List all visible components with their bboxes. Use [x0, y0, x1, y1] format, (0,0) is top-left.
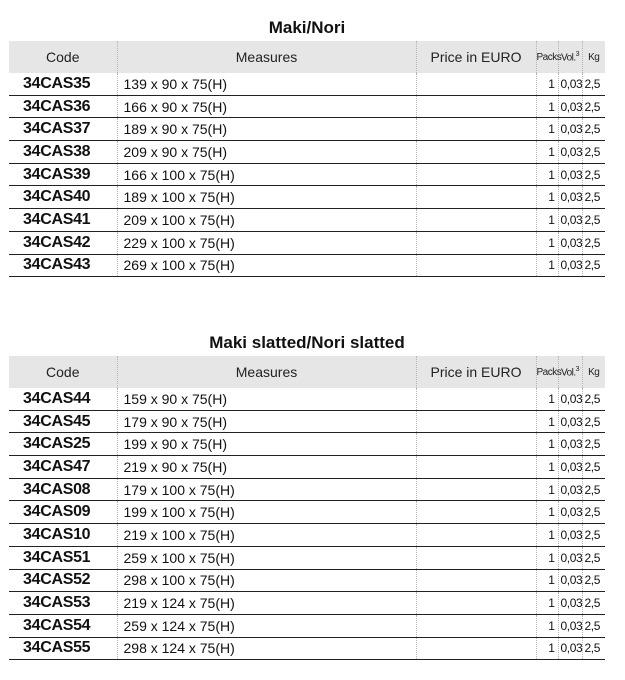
header-price: Price in EURO: [416, 41, 536, 73]
table-row: [9, 209, 605, 232]
meas-cell: 166 x 100 x 75(H): [117, 163, 416, 186]
kg-cell: 2,5: [582, 410, 605, 433]
header-vol-label: Vol.: [560, 367, 576, 379]
vol-cell: 0,03: [558, 254, 582, 277]
price-cell: [416, 141, 536, 164]
table-row: [9, 592, 605, 615]
vol-cell: 0,03: [558, 524, 582, 547]
kg-cell: 2,5: [582, 614, 605, 637]
header-price: Price in EURO: [416, 356, 536, 388]
packs-cell: 1: [536, 254, 558, 277]
vol-cell: 0,03: [558, 546, 582, 569]
packs-cell: 1: [536, 410, 558, 433]
section-maki-slatted: [9, 330, 605, 660]
vol-cell: 0,03: [558, 73, 582, 95]
kg-cell: 2,5: [582, 95, 605, 118]
price-cell: [416, 118, 536, 141]
table-row: [9, 163, 605, 186]
packs-cell: 1: [536, 231, 558, 254]
kg-cell: 2,5: [582, 433, 605, 456]
table-header-row: [9, 356, 605, 388]
code-cell: 34CAS55: [9, 637, 117, 660]
price-cell: [416, 546, 536, 569]
meas-cell: 139 x 90 x 75(H): [117, 73, 416, 95]
kg-cell: 2,5: [582, 478, 605, 501]
price-cell: [416, 95, 536, 118]
packs-cell: 1: [536, 433, 558, 456]
vol-cell: 0,03: [558, 388, 582, 410]
packs-cell: 1: [536, 141, 558, 164]
kg-cell: 2,5: [582, 254, 605, 277]
kg-cell: 2,5: [582, 186, 605, 209]
meas-cell: 269 x 100 x 75(H): [117, 254, 416, 277]
code-cell: 34CAS51: [9, 546, 117, 569]
vol-cell: 0,03: [558, 209, 582, 232]
code-cell: 34CAS25: [9, 433, 117, 456]
code-cell: 34CAS09: [9, 501, 117, 524]
meas-cell: 166 x 90 x 75(H): [117, 95, 416, 118]
table-row: [9, 433, 605, 456]
table-row: [9, 637, 605, 660]
packs-cell: 1: [536, 456, 558, 479]
packs-cell: 1: [536, 95, 558, 118]
kg-cell: 2,5: [582, 546, 605, 569]
code-cell: 34CAS35: [9, 73, 117, 95]
packs-cell: 1: [536, 637, 558, 660]
header-measures: Measures: [117, 41, 416, 73]
header-code: Code: [9, 356, 117, 388]
packs-cell: 1: [536, 478, 558, 501]
kg-cell: 2,5: [582, 388, 605, 410]
price-cell: [416, 456, 536, 479]
vol-cell: 0,03: [558, 118, 582, 141]
kg-cell: 2,5: [582, 592, 605, 615]
kg-cell: 2,5: [582, 73, 605, 95]
vol-cell: 0,03: [558, 592, 582, 615]
vol-cell: 0,03: [558, 478, 582, 501]
meas-cell: 219 x 90 x 75(H): [117, 456, 416, 479]
code-cell: 34CAS42: [9, 231, 117, 254]
product-table: [9, 356, 605, 660]
meas-cell: 259 x 124 x 75(H): [117, 614, 416, 637]
meas-cell: 219 x 100 x 75(H): [117, 524, 416, 547]
table-row: [9, 95, 605, 118]
vol-cell: 0,03: [558, 231, 582, 254]
table-row: [9, 118, 605, 141]
packs-cell: 1: [536, 163, 558, 186]
table-row: [9, 231, 605, 254]
price-cell: [416, 410, 536, 433]
price-cell: [416, 501, 536, 524]
table-row: [9, 186, 605, 209]
code-cell: 34CAS53: [9, 592, 117, 615]
packs-cell: 1: [536, 501, 558, 524]
header-measures: Measures: [117, 356, 416, 388]
price-cell: [416, 186, 536, 209]
price-cell: [416, 614, 536, 637]
kg-cell: 2,5: [582, 209, 605, 232]
packs-cell: 1: [536, 569, 558, 592]
code-cell: 34CAS39: [9, 163, 117, 186]
table-row: [9, 614, 605, 637]
header-packs: Packs: [536, 41, 558, 73]
code-cell: 34CAS10: [9, 524, 117, 547]
table-row: [9, 141, 605, 164]
header-kg: Kg: [588, 51, 600, 63]
product-table: [9, 41, 605, 277]
table-row: [9, 524, 605, 547]
vol-cell: 0,03: [558, 163, 582, 186]
packs-cell: 1: [536, 388, 558, 410]
vol-cell: 0,03: [558, 433, 582, 456]
price-cell: [416, 163, 536, 186]
meas-cell: 199 x 90 x 75(H): [117, 433, 416, 456]
meas-cell: 229 x 100 x 75(H): [117, 231, 416, 254]
header-vol-label: Vol.: [560, 52, 576, 64]
kg-cell: 2,5: [582, 141, 605, 164]
table-row: [9, 388, 605, 410]
vol-cell: 0,03: [558, 141, 582, 164]
meas-cell: 209 x 100 x 75(H): [117, 209, 416, 232]
meas-cell: 189 x 100 x 75(H): [117, 186, 416, 209]
code-cell: 34CAS40: [9, 186, 117, 209]
vol-cell: 0,03: [558, 95, 582, 118]
header-code: Code: [9, 41, 117, 73]
price-cell: [416, 433, 536, 456]
price-cell: [416, 592, 536, 615]
table-row: [9, 410, 605, 433]
packs-cell: 1: [536, 592, 558, 615]
header-vol-sup: 3: [575, 365, 580, 373]
header-vol: [558, 41, 582, 73]
vol-cell: 0,03: [558, 501, 582, 524]
header-vol-sup: 3: [575, 50, 580, 58]
kg-cell: 2,5: [582, 501, 605, 524]
meas-cell: 159 x 90 x 75(H): [117, 388, 416, 410]
packs-cell: 1: [536, 73, 558, 95]
price-cell: [416, 231, 536, 254]
kg-cell: 2,5: [582, 231, 605, 254]
vol-cell: 0,03: [558, 456, 582, 479]
header-kg: Kg: [588, 366, 600, 378]
meas-cell: 179 x 90 x 75(H): [117, 410, 416, 433]
code-cell: 34CAS43: [9, 254, 117, 277]
section-maki-nori: [9, 15, 605, 277]
packs-cell: 1: [536, 118, 558, 141]
packs-cell: 1: [536, 524, 558, 547]
price-cell: [416, 388, 536, 410]
section-title: Maki slatted/Nori slatted: [209, 333, 405, 352]
kg-cell: 2,5: [582, 637, 605, 660]
vol-cell: 0,03: [558, 637, 582, 660]
meas-cell: 298 x 100 x 75(H): [117, 569, 416, 592]
packs-cell: 1: [536, 546, 558, 569]
meas-cell: 298 x 124 x 75(H): [117, 637, 416, 660]
price-cell: [416, 73, 536, 95]
price-cell: [416, 524, 536, 547]
price-cell: [416, 637, 536, 660]
table-row: [9, 569, 605, 592]
table-row: [9, 254, 605, 277]
kg-cell: 2,5: [582, 118, 605, 141]
code-cell: 34CAS47: [9, 456, 117, 479]
meas-cell: 209 x 90 x 75(H): [117, 141, 416, 164]
code-cell: 34CAS08: [9, 478, 117, 501]
code-cell: 34CAS36: [9, 95, 117, 118]
packs-cell: 1: [536, 186, 558, 209]
code-cell: 34CAS37: [9, 118, 117, 141]
meas-cell: 199 x 100 x 75(H): [117, 501, 416, 524]
packs-cell: 1: [536, 614, 558, 637]
meas-cell: 189 x 90 x 75(H): [117, 118, 416, 141]
kg-cell: 2,5: [582, 456, 605, 479]
kg-cell: 2,5: [582, 569, 605, 592]
code-cell: 34CAS45: [9, 410, 117, 433]
price-cell: [416, 209, 536, 232]
table-header-row: [9, 41, 605, 73]
header-vol: [558, 356, 582, 388]
table-row: [9, 546, 605, 569]
vol-cell: 0,03: [558, 569, 582, 592]
price-cell: [416, 254, 536, 277]
kg-cell: 2,5: [582, 163, 605, 186]
section-title: Maki/Nori: [268, 18, 346, 37]
code-cell: 34CAS52: [9, 569, 117, 592]
price-cell: [416, 569, 536, 592]
header-packs: Packs: [536, 356, 558, 388]
table-row: [9, 478, 605, 501]
code-cell: 34CAS38: [9, 141, 117, 164]
kg-cell: 2,5: [582, 524, 605, 547]
vol-cell: 0,03: [558, 186, 582, 209]
packs-cell: 1: [536, 209, 558, 232]
code-cell: 34CAS54: [9, 614, 117, 637]
meas-cell: 179 x 100 x 75(H): [117, 478, 416, 501]
vol-cell: 0,03: [558, 614, 582, 637]
code-cell: 34CAS41: [9, 209, 117, 232]
table-row: [9, 73, 605, 95]
meas-cell: 259 x 100 x 75(H): [117, 546, 416, 569]
table-row: [9, 456, 605, 479]
vol-cell: 0,03: [558, 410, 582, 433]
code-cell: 34CAS44: [9, 388, 117, 410]
table-row: [9, 501, 605, 524]
price-cell: [416, 478, 536, 501]
meas-cell: 219 x 124 x 75(H): [117, 592, 416, 615]
